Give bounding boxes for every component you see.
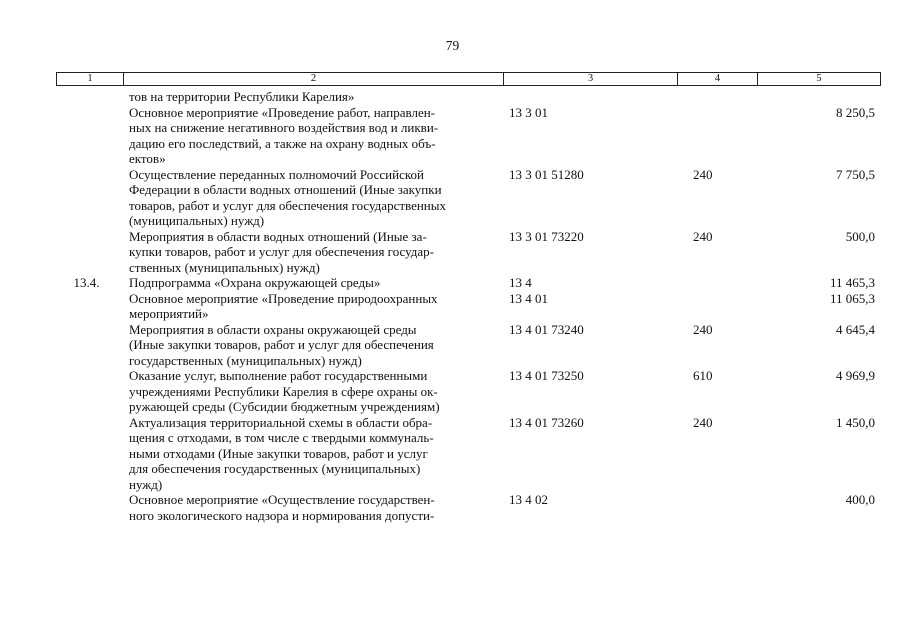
row-name: Подпрограмма «Охрана окружающей среды» <box>129 275 381 290</box>
row-expense-type <box>677 492 757 523</box>
row-code: 13 3 01 51280 <box>509 166 584 182</box>
row-name: Оказание услуг, выполнение работ государственными учреждениями Республики Карелия в сфере охраны ок- ружающей среды (Субсидии бюджетным учреждениям) <box>129 368 440 414</box>
header-col-2: 2 <box>124 73 504 85</box>
table-body <box>56 89 881 523</box>
row-number <box>56 492 123 523</box>
row-sum: 7 750,5 <box>836 166 875 182</box>
row-name: Осуществление переданных полномочий Российской Федерации в области водных отношений (Иные закупки товаров, работ и услуг для обеспечения государственных (муниципальных) нужд) <box>129 166 446 228</box>
table-header <box>56 72 881 86</box>
row-sum: 8 250,5 <box>836 104 875 120</box>
table-row <box>56 492 881 523</box>
row-number <box>56 229 123 276</box>
row-code: 13 4 <box>509 275 532 290</box>
row-number <box>56 368 123 415</box>
row-expense-type <box>677 105 757 167</box>
row-name: Основное мероприятие «Проведение работ, направлен- ных на снижение негативного воздействия вод и ликви- дацию его последствий, а также на охрану водных объ- ектов» <box>129 104 439 166</box>
row-code: 13 4 01 <box>509 290 548 306</box>
row-code <box>503 89 677 105</box>
page-number: 79 <box>445 38 460 53</box>
row-name: тов на территории Республики Карелия» <box>129 89 355 104</box>
table-row <box>56 89 881 105</box>
row-number <box>56 322 123 369</box>
row-code: 13 3 01 73220 <box>509 228 584 244</box>
row-code: 13 3 01 <box>509 104 548 120</box>
header-col-5: 5 <box>816 73 822 84</box>
header-col-4: 4 <box>678 73 758 85</box>
row-number <box>56 291 123 322</box>
row-expense-type: 240 <box>693 321 713 337</box>
row-code: 13 4 02 <box>509 492 548 507</box>
row-number <box>56 167 123 229</box>
row-sum: 4 969,9 <box>836 368 875 383</box>
row-sum: 11 465,3 <box>829 275 875 290</box>
row-expense-type: 240 <box>693 166 713 182</box>
row-sum: 4 645,4 <box>836 321 875 337</box>
table-row <box>56 415 881 493</box>
table-row <box>56 275 881 291</box>
row-name: Основное мероприятие «Проведение природоохранных мероприятий» <box>129 290 438 321</box>
row-number <box>56 89 123 105</box>
row-expense-type: 610 <box>693 368 713 383</box>
row-sum: 1 450,0 <box>836 414 875 430</box>
header-col-1: 1 <box>57 73 124 85</box>
row-code: 13 4 01 73240 <box>509 321 584 337</box>
table-row <box>56 291 881 322</box>
row-expense-type: 240 <box>693 228 713 244</box>
table-row <box>56 322 881 369</box>
header-col-3: 3 <box>504 73 678 85</box>
row-number <box>56 415 123 493</box>
row-name: Основное мероприятие «Осуществление государствен- ного экологического надзора и нормирования допусти- <box>129 492 435 523</box>
row-name: Мероприятия в области охраны окружающей среды (Иные закупки товаров, работ и услуг для обеспечения государственных (муниципальных) нужд) <box>129 321 434 368</box>
row-code: 13 4 01 73260 <box>509 414 584 430</box>
row-sum: 400,0 <box>845 492 875 507</box>
row-name: Мероприятия в области водных отношений (Иные за- купки товаров, работ и услуг для обеспечения государ- ственных (муниципальных) нужд) <box>129 228 435 275</box>
table-row <box>56 167 881 229</box>
table-row <box>56 368 881 415</box>
row-expense-type: 240 <box>693 414 713 430</box>
row-expense-type <box>677 275 757 291</box>
row-code: 13 4 01 73250 <box>509 368 584 383</box>
row-sum: 11 065,3 <box>829 290 875 306</box>
row-expense-type <box>677 291 757 322</box>
row-sum <box>757 89 881 105</box>
row-number <box>56 105 123 167</box>
table-row <box>56 105 881 167</box>
row-name: Актуализация территориальной схемы в области обра- щения с отходами, в том числе с твердыми коммуналь- ными отходами (Иные закупки товаров, работ и услуг для обеспечения государственных (муниципальных) нужд) <box>129 414 434 492</box>
row-number: 13.4. <box>73 275 100 290</box>
row-expense-type <box>677 89 757 105</box>
table-row <box>56 229 881 276</box>
row-sum: 500,0 <box>845 228 875 244</box>
